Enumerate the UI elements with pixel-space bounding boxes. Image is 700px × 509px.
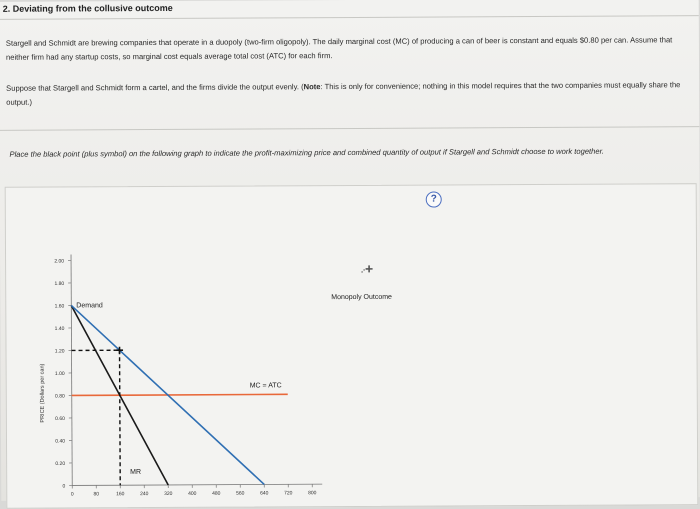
y-axis-ticks xyxy=(54,258,72,489)
x-tick-label: 400 xyxy=(188,491,197,497)
paragraph-2-text-a: Suppose that Stargell and Schmidt form a cartel, and the firms divide the output evenly. ( xyxy=(6,82,303,93)
y-tick-label: 1.60 xyxy=(55,303,65,309)
paragraph-2-text-b: : This is only for convenience; nothing in this model requires that the two companies must equally share the output.) xyxy=(6,80,680,107)
y-tick-label: 0 xyxy=(62,483,65,489)
y-axis-label: PRICE (Dollars per can) xyxy=(40,363,46,422)
y-tick-label: 1.00 xyxy=(55,371,65,377)
x-tick-label: 320 xyxy=(164,491,173,497)
x-tick-label: 0 xyxy=(71,491,74,497)
demand-label: Demand xyxy=(76,302,103,309)
monopoly-outcome-tool-label[interactable]: Monopoly Outcome xyxy=(331,294,392,301)
x-tick-label: 640 xyxy=(260,490,269,496)
x-tick-label: 480 xyxy=(212,491,221,497)
x-tick-label: 160 xyxy=(116,491,125,497)
question-paragraph-1: Stargell and Schmidt are brewing companies that operate in a duopoly (two-firm oligopoly). The daily marginal cost (MC) of producing a can of beer is constant and equals $0.80 per can. Assume that neither firm had any startup costs, so marginal cost equals average total cost (ATC) for each firm. xyxy=(6,33,686,65)
x-tick-label: 560 xyxy=(236,491,245,497)
monopoly-outcome-tool-icon[interactable] xyxy=(361,265,372,272)
help-icon[interactable]: ? xyxy=(426,192,442,208)
y-tick-label: 1.40 xyxy=(55,326,65,332)
x-axis xyxy=(72,484,322,485)
y-axis xyxy=(71,254,72,485)
question-paragraph-2 xyxy=(6,78,686,110)
x-axis-ticks xyxy=(71,484,317,497)
y-tick-label: 0.80 xyxy=(55,393,65,399)
quantity-guide-line xyxy=(120,350,121,485)
y-tick-label: 0.20 xyxy=(55,461,65,467)
graph-instructions: Place the black point (plus symbol) on the following graph to indicate the profit-maximizing price and combined quantity of output if Stargell and Schmidt choose to work together. xyxy=(9,144,689,162)
mc-atc-line[interactable] xyxy=(72,394,288,395)
mr-label: MR xyxy=(130,469,141,476)
question-title: 2. Deviating from the collusive outcome xyxy=(3,3,173,14)
y-tick-label: 0.40 xyxy=(55,438,65,444)
y-tick-label: 0.60 xyxy=(55,416,65,422)
note-label: Note xyxy=(304,82,321,91)
y-tick-label: 2.00 xyxy=(54,258,64,264)
x-tick-label: 800 xyxy=(308,490,317,496)
mc-atc-label: MC = ATC xyxy=(250,382,282,389)
graph-panel[interactable] xyxy=(5,183,699,509)
title-divider xyxy=(0,15,699,20)
x-tick-label: 240 xyxy=(140,491,149,497)
y-tick-label: 1.80 xyxy=(54,281,64,287)
supply-demand-chart[interactable] xyxy=(6,184,698,508)
y-tick-label: 1.20 xyxy=(55,348,65,354)
x-tick-label: 80 xyxy=(93,491,99,497)
x-tick-label: 720 xyxy=(284,490,293,496)
section-divider xyxy=(0,126,699,131)
